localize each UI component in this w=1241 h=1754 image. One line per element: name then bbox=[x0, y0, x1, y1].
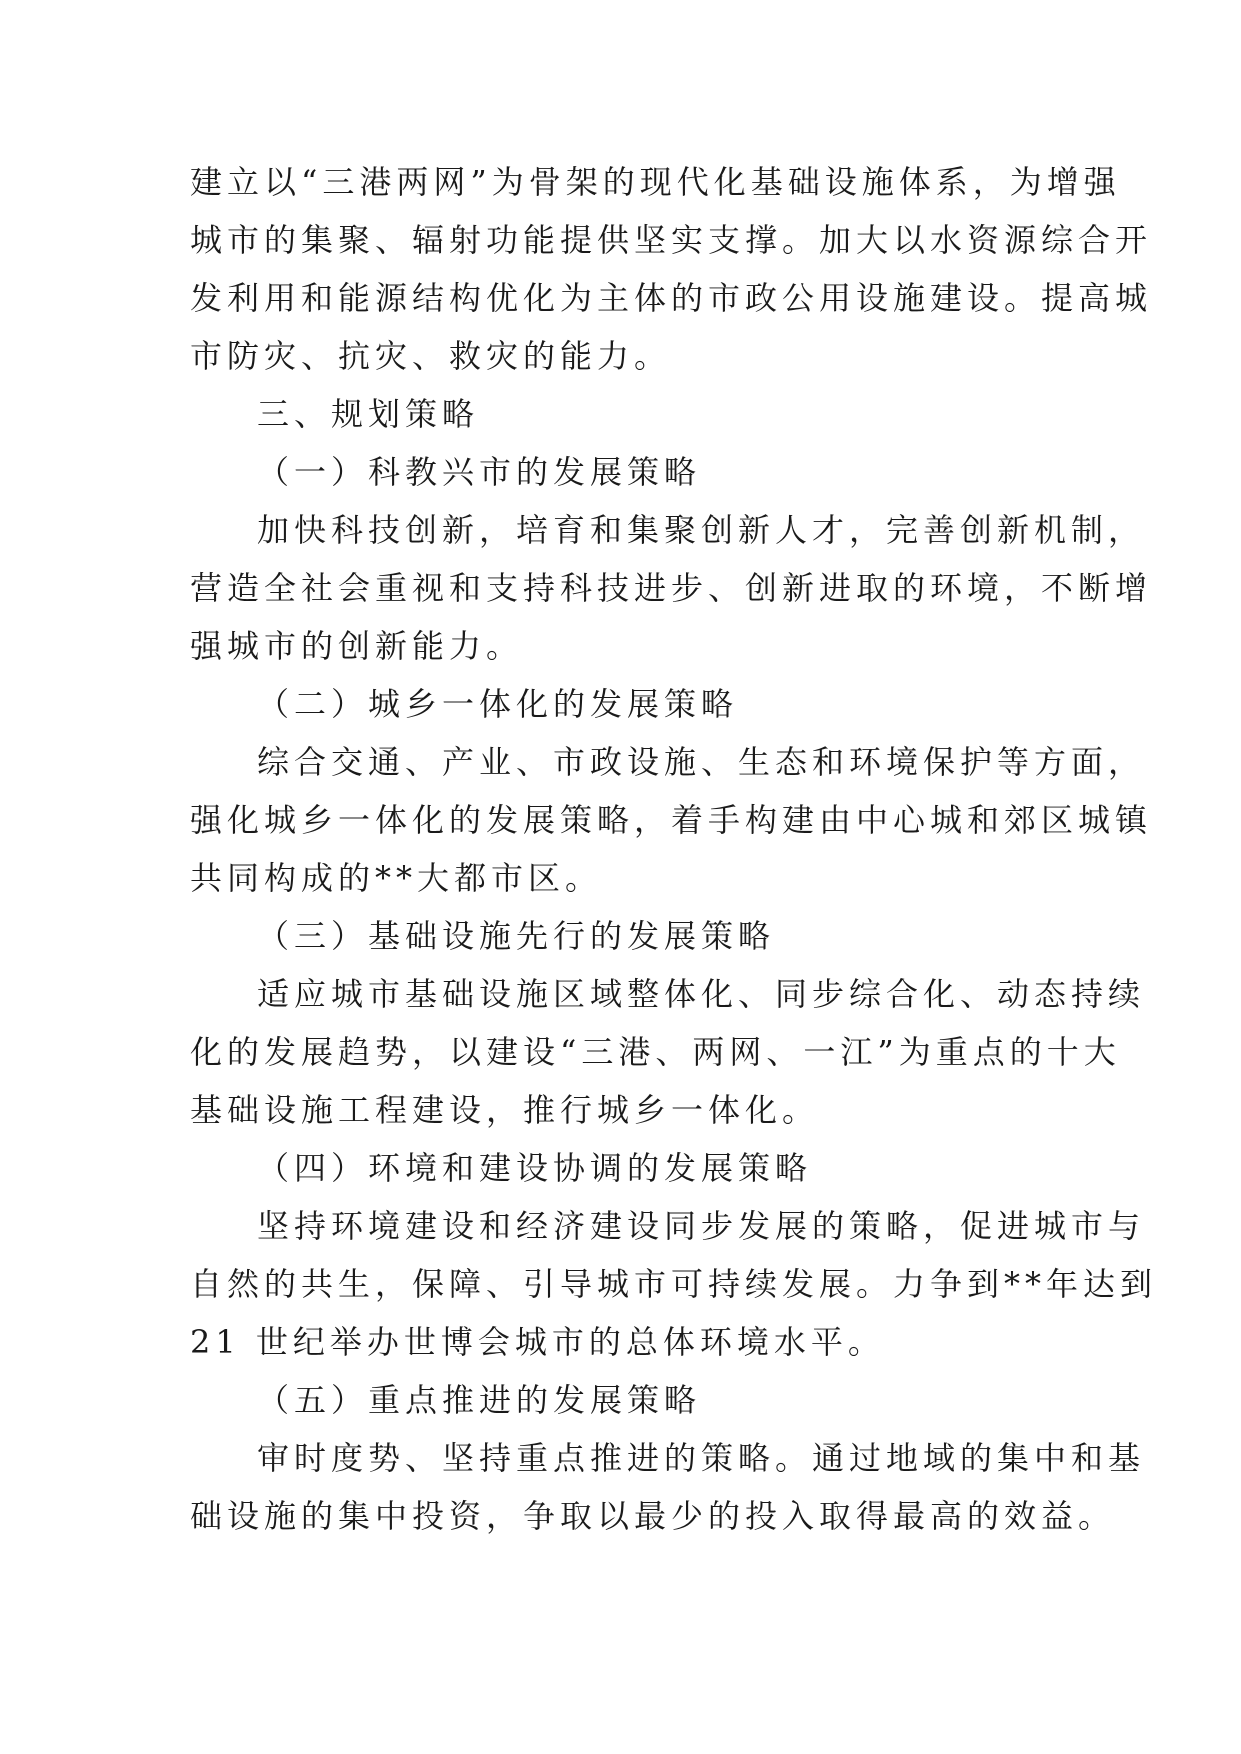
paragraph-line: 基础设施工程建设，推行城乡一体化。 bbox=[190, 1091, 820, 1129]
paragraph-line: 自然的共生，保障、引导城市可持续发展。力争到**年达到 bbox=[190, 1265, 1158, 1303]
paragraph-line: 综合交通、产业、市政设施、生态和环境保护等方面， bbox=[257, 743, 1146, 781]
subsection-heading: （三）基础设施先行的发展策略 bbox=[257, 917, 776, 955]
paragraph-line: 共同构成的**大都市区。 bbox=[190, 859, 603, 897]
paragraph-line: 审时度势、坚持重点推进的策略。通过地域的集中和基 bbox=[257, 1439, 1146, 1477]
document-body bbox=[190, 153, 1158, 1545]
paragraph-line: 坚持环境建设和经济建设同步发展的策略，促进城市与 bbox=[257, 1207, 1146, 1245]
paragraph-line: 市防灾、抗灾、救灾的能力。 bbox=[190, 337, 672, 375]
paragraph-line: 发利用和能源结构优化为主体的市政公用设施建设。提高城 bbox=[190, 279, 1153, 317]
paragraph-line: 21 世纪举办世博会城市的总体环境水平。 bbox=[190, 1323, 885, 1361]
section-heading: 三、规划策略 bbox=[257, 395, 480, 433]
paragraph-line: 营造全社会重视和支持科技进步、创新进取的环境，不断增 bbox=[190, 569, 1153, 607]
paragraph-line: 建立以“三港两网”为骨架的现代化基础设施体系，为增强 bbox=[190, 163, 1121, 201]
paragraph-line: 城市的集聚、辐射功能提供坚实支撑。加大以水资源综合开 bbox=[190, 221, 1153, 259]
paragraph-line: 加快科技创新，培育和集聚创新人才，完善创新机制， bbox=[257, 511, 1146, 549]
paragraph-line: 础设施的集中投资，争取以最少的投入取得最高的效益。 bbox=[190, 1497, 1116, 1535]
subsection-heading: （一）科教兴市的发展策略 bbox=[257, 453, 702, 491]
subsection-heading: （五）重点推进的发展策略 bbox=[257, 1381, 702, 1419]
subsection-heading: （四）环境和建设协调的发展策略 bbox=[257, 1149, 813, 1187]
paragraph-line: 适应城市基础设施区域整体化、同步综合化、动态持续 bbox=[257, 975, 1146, 1013]
paragraph-line: 强城市的创新能力。 bbox=[190, 627, 524, 665]
paragraph-line: 化的发展趋势，以建设“三港、两网、一江”为重点的十大 bbox=[190, 1033, 1121, 1071]
paragraph-line: 强化城乡一体化的发展策略，着手构建由中心城和郊区城镇 bbox=[190, 801, 1153, 839]
subsection-heading: （二）城乡一体化的发展策略 bbox=[257, 685, 739, 723]
